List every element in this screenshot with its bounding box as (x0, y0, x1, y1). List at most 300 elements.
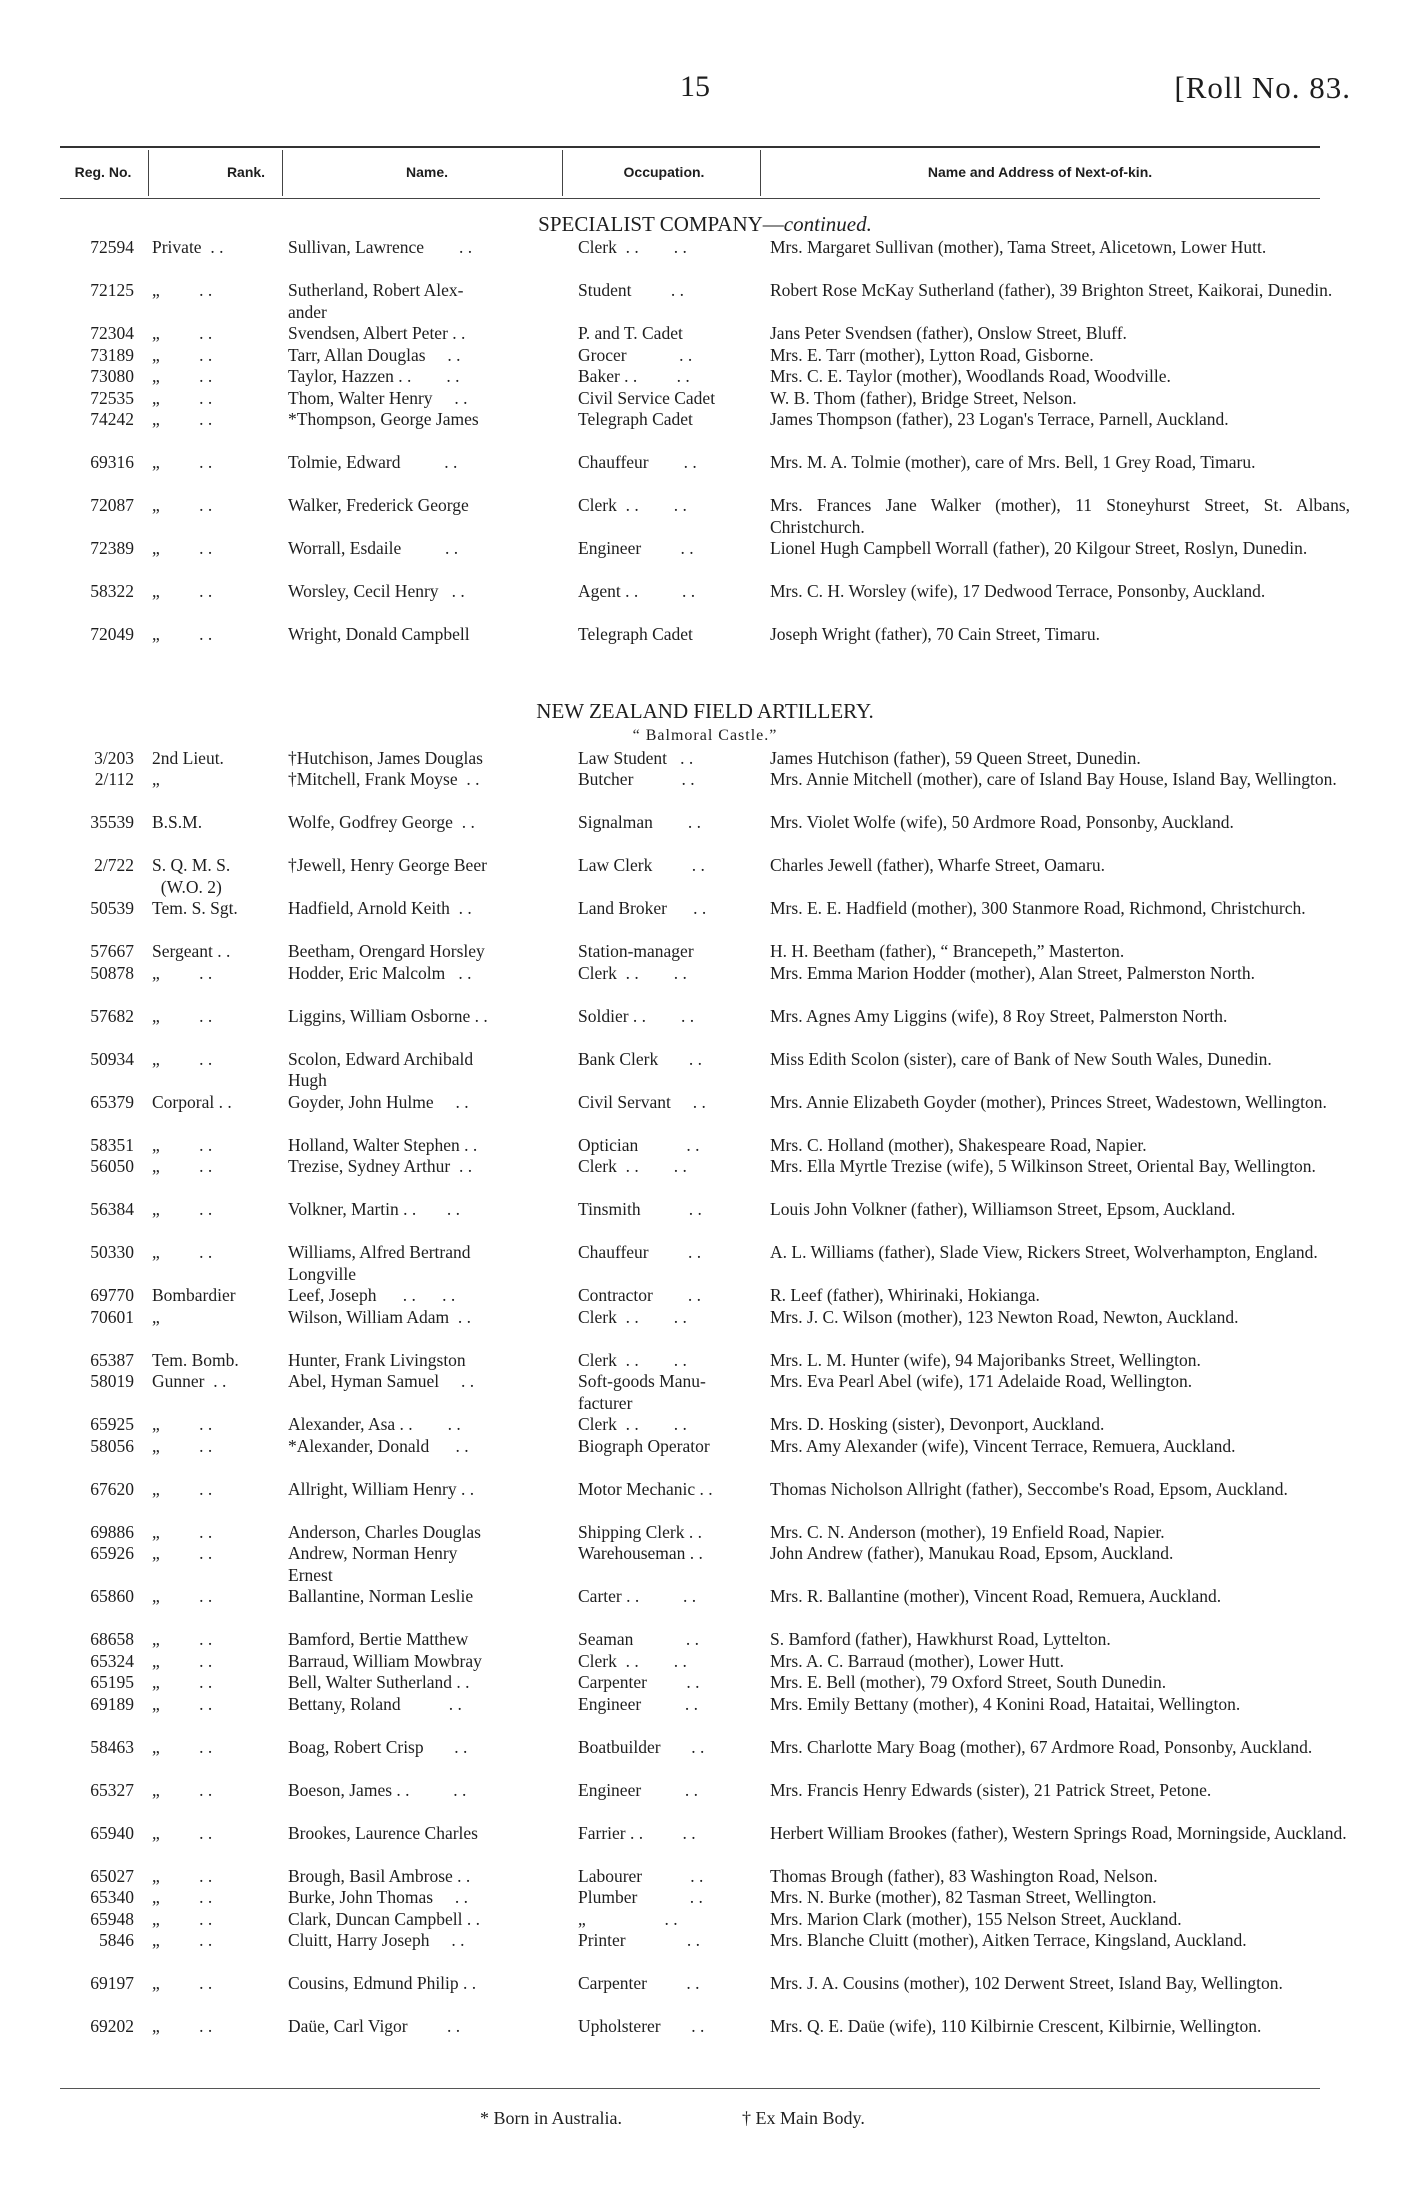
soldier-name: †Mitchell, Frank Moyse . . (288, 769, 480, 789)
rank: Private . . (152, 237, 224, 257)
roll-entry (60, 963, 1350, 1006)
reg-number: 74242 (90, 409, 134, 429)
soldier-name: Brough, Basil Ambrose . . (288, 1865, 471, 1886)
next-of-kin: S. Bamford (father), Hawkhurst Road, Lyttelton. (770, 1629, 1111, 1649)
roll-entry (60, 538, 1350, 581)
reg-number: 73080 (90, 366, 134, 386)
roll-entry (60, 898, 1350, 941)
soldier-name: Cousins, Edmund Philip . . (288, 1973, 477, 1993)
soldier-name: Williams, Alfred Bertrand Longville (288, 1242, 471, 1284)
next-of-kin: Lionel Hugh Campbell Worrall (father), 20 Kilgour Street, Roslyn, Dunedin. (770, 538, 1308, 558)
soldier-name: †Hutchison, James Douglas (288, 747, 483, 768)
reg-number: 56050 (90, 1156, 134, 1176)
roll-entry (60, 1930, 1350, 1973)
next-of-kin: Mrs. Emma Marion Hodder (mother), Alan Street, Palmerston North. (770, 962, 1256, 983)
occupation: Clerk . . . . (578, 1156, 687, 1176)
occupation: Carpenter . . (578, 1973, 700, 1993)
next-of-kin: Mrs. C. E. Taylor (mother), Woodlands Road, Woodville. (770, 366, 1171, 386)
next-of-kin: R. Leef (father), Whirinaki, Hokianga. (770, 1285, 1040, 1305)
rank: „ . . (152, 495, 213, 515)
roll-number: [Roll No. 83. (1174, 70, 1351, 105)
soldier-name: Leef, Joseph . . . . (288, 1285, 456, 1305)
rank: „ . . (152, 323, 213, 343)
reg-number: 72535 (90, 387, 134, 408)
rank: „ . . (152, 1048, 213, 1069)
soldier-name: *Alexander, Donald . . (288, 1435, 469, 1456)
rank: „ . . (152, 1736, 213, 1757)
soldier-name: Wolfe, Godfrey George . . (288, 812, 475, 832)
soldier-name: Volkner, Martin . . . . (288, 1199, 461, 1219)
roll-entry (60, 1371, 1350, 1414)
rank: „ . . (152, 1629, 213, 1649)
soldier-name: Wright, Donald Campbell (288, 624, 470, 644)
next-of-kin: Miss Edith Scolon (sister), care of Bank of New South Wales, Dunedin. (770, 1048, 1272, 1069)
rank: „ . . (152, 452, 213, 472)
occupation: Clerk . . . . (578, 962, 687, 983)
roll-entry (60, 1156, 1350, 1199)
reg-number: 58019 (90, 1371, 134, 1391)
next-of-kin: Mrs. Charlotte Mary Boag (mother), 67 Ardmore Road, Ponsonby, Auckland. (770, 1736, 1313, 1757)
soldier-name: Ballantine, Norman Leslie (288, 1586, 474, 1606)
page-header (0, 70, 1401, 120)
reg-number: 69316 (90, 452, 134, 472)
soldier-name: Cluitt, Harry Joseph . . (288, 1930, 465, 1950)
soldier-name: Wilson, William Adam . . (288, 1306, 471, 1327)
reg-number: 2/112 (94, 769, 134, 789)
soldier-name: Bamford, Bertie Matthew (288, 1629, 469, 1649)
rank: „ . . (152, 1478, 213, 1499)
col-occupation-header: Occupation. (623, 164, 705, 180)
soldier-name: Hadfield, Arnold Keith . . (288, 898, 472, 918)
col-divider (282, 150, 283, 196)
roll-entry (60, 1629, 1350, 1651)
soldier-name: Goyder, John Hulme . . (288, 1091, 469, 1112)
rank: „ . . (152, 1908, 213, 1929)
rank: „ . . (152, 344, 213, 365)
soldier-name: Andrew, Norman Henry Ernest (288, 1543, 458, 1585)
next-of-kin: Thomas Nicholson Allright (father), Seccombe's Road, Epsom, Auckland. (770, 1478, 1288, 1499)
soldier-name: Liggins, William Osborne . . (288, 1005, 488, 1026)
soldier-name: Tarr, Allan Douglas . . (288, 344, 461, 365)
rank: B.S.M. (152, 812, 203, 832)
rank: „ . . (152, 387, 213, 408)
roll-entry (60, 812, 1350, 855)
rank: „ . . (152, 1650, 213, 1671)
roll-entry (60, 1135, 1350, 1157)
occupation: Biograph Operator (578, 1435, 710, 1456)
footnote-australia: * Born in Australia. (480, 2108, 622, 2128)
reg-number: 65940 (90, 1822, 134, 1843)
reg-number: 69202 (90, 2016, 134, 2036)
occupation: Farrier . . . . (578, 1822, 696, 1843)
next-of-kin: Mrs. Annie Mitchell (mother), care of Island Bay House, Island Bay, Wellington. (770, 769, 1337, 789)
reg-number: 69189 (90, 1693, 134, 1714)
next-of-kin: Mrs. D. Hosking (sister), Devonport, Auckland. (770, 1414, 1105, 1434)
header-rule (60, 198, 1320, 199)
roll-entry (60, 1522, 1350, 1544)
occupation: Seaman . . (578, 1629, 700, 1649)
section-continued: continued. (783, 212, 872, 236)
reg-number: 65324 (90, 1650, 134, 1671)
next-of-kin: Mrs. C. Holland (mother), Shakespeare Road, Napier. (770, 1134, 1147, 1155)
occupation: Clerk . . . . (578, 495, 687, 515)
roll-entry (60, 388, 1350, 410)
roll-entry (60, 1199, 1350, 1242)
next-of-kin: Mrs. M. A. Tolmie (mother), care of Mrs. Bell, 1 Grey Road, Timaru. (770, 452, 1256, 472)
rank: Gunner . . (152, 1371, 227, 1391)
roll-entry (60, 1049, 1350, 1092)
occupation: Civil Service Cadet (578, 387, 716, 408)
reg-number: 65027 (90, 1865, 134, 1886)
soldier-name: Hunter, Frank Livingston (288, 1349, 466, 1370)
reg-number: 67620 (90, 1478, 134, 1499)
occupation: Student . . (578, 280, 684, 300)
roll-entry (60, 1436, 1350, 1479)
reg-number: 3/203 (94, 747, 134, 768)
roll-entry (60, 748, 1350, 770)
next-of-kin: Jans Peter Svendsen (father), Onslow Street, Bluff. (770, 323, 1127, 343)
reg-number: 65948 (90, 1908, 134, 1929)
rank: „ . . (152, 409, 213, 429)
roll-entry (60, 855, 1350, 898)
roll-entry (60, 1737, 1350, 1780)
column-header-row (60, 150, 1320, 196)
occupation: Civil Servant . . (578, 1091, 706, 1112)
rank: „ . . (152, 1156, 213, 1176)
occupation: Chauffeur . . (578, 452, 697, 472)
reg-number: 65340 (90, 1887, 134, 1907)
soldier-name: Svendsen, Albert Peter . . (288, 323, 466, 343)
roll-entry (60, 1909, 1350, 1931)
next-of-kin: Mrs. Margaret Sullivan (mother), Tama Street, Alicetown, Lower Hutt. (770, 237, 1267, 257)
rank: „ . . (152, 1586, 213, 1606)
roll-entry (60, 1780, 1350, 1823)
roll-entry (60, 1694, 1350, 1737)
next-of-kin: Mrs. E. E. Hadfield (mother), 300 Stanmore Road, Richmond, Christchurch. (770, 898, 1306, 918)
next-of-kin: W. B. Thom (father), Bridge Street, Nelson. (770, 387, 1077, 408)
soldier-name: Thom, Walter Henry . . (288, 387, 468, 408)
reg-number: 65860 (90, 1586, 134, 1606)
rank: Bombardier (152, 1285, 236, 1305)
rank: „ . . (152, 962, 213, 983)
col-divider (148, 150, 149, 196)
soldier-name: Scolon, Edward Archibald Hugh (288, 1048, 474, 1090)
reg-number: 50878 (90, 962, 134, 983)
roll-entry (60, 323, 1350, 345)
rank: „ (152, 769, 160, 789)
roll-entry (60, 1285, 1350, 1307)
occupation: Motor Mechanic . . (578, 1478, 713, 1499)
soldier-name: Trezise, Sydney Arthur . . (288, 1156, 473, 1176)
rank: „ . . (152, 2016, 213, 2036)
col-divider (562, 150, 563, 196)
next-of-kin: Mrs. E. Tarr (mother), Lytton Road, Gisborne. (770, 344, 1094, 365)
occupation: Engineer . . (578, 538, 694, 558)
rank: „ . . (152, 1435, 213, 1456)
occupation: P. and T. Cadet (578, 323, 683, 343)
rank: „ . . (152, 581, 213, 601)
roll-entry (60, 1586, 1350, 1629)
occupation: Bank Clerk . . (578, 1048, 702, 1069)
soldier-name: Worrall, Esdaile . . (288, 538, 459, 558)
reg-number: 73189 (90, 344, 134, 365)
soldier-name: Sullivan, Lawrence . . (288, 237, 473, 257)
next-of-kin: Joseph Wright (father), 70 Cain Street, Timaru. (770, 624, 1100, 644)
reg-number: 58056 (90, 1435, 134, 1456)
roll-entry (60, 1823, 1350, 1866)
rank: „ . . (152, 1930, 213, 1950)
occupation: Carter . . . . (578, 1586, 697, 1606)
col-reg-header: Reg. No. (74, 164, 132, 180)
roll-entry (60, 1651, 1350, 1673)
occupation: Clerk . . . . (578, 1349, 687, 1370)
occupation: Clerk . . . . (578, 237, 687, 257)
reg-number: 50330 (90, 1242, 134, 1262)
occupation: Clerk . . . . (578, 1414, 687, 1434)
soldier-name: Walker, Frederick George (288, 495, 469, 515)
next-of-kin: Mrs. Annie Elizabeth Goyder (mother), Princes Street, Wadestown, Wellington. (770, 1091, 1327, 1112)
occupation: Engineer . . (578, 1779, 699, 1800)
roll-entry (60, 1307, 1350, 1350)
rank: Sergeant . . (152, 941, 231, 961)
section-title-artillery: NEW ZEALAND FIELD ARTILLERY. (536, 698, 874, 723)
next-of-kin: Mrs. J. A. Cousins (mother), 102 Derwent Street, Island Bay, Wellington. (770, 1973, 1283, 1993)
artillery-rows (60, 748, 1350, 2060)
next-of-kin: Mrs. R. Ballantine (mother), Vincent Road, Remuera, Auckland. (770, 1586, 1222, 1606)
roll-entry (60, 345, 1350, 367)
occupation: Labourer . . (578, 1865, 704, 1886)
reg-number: 72389 (90, 538, 134, 558)
section-subtitle: “ Balmoral Castle.” (632, 726, 778, 744)
roll-entry (60, 1672, 1350, 1694)
reg-number: 70601 (90, 1306, 134, 1327)
rank: „ (152, 1306, 160, 1327)
next-of-kin: John Andrew (father), Manukau Road, Epsom, Auckland. (770, 1543, 1174, 1563)
soldier-name: Allright, William Henry . . (288, 1478, 475, 1499)
rank: „ . . (152, 1134, 213, 1155)
rank: „ . . (152, 1521, 213, 1542)
next-of-kin: James Thompson (father), 23 Logan's Terrace, Parnell, Auckland. (770, 409, 1229, 429)
occupation: Grocer . . (578, 344, 693, 365)
occupation: Land Broker . . (578, 898, 707, 918)
roll-entry (60, 1092, 1350, 1135)
occupation: Upholsterer . . (578, 2016, 705, 2036)
next-of-kin: Mrs. E. Bell (mother), 79 Oxford Street, South Dunedin. (770, 1672, 1167, 1692)
soldier-name: Taylor, Hazzen . . . . (288, 366, 460, 386)
roll-entry (60, 769, 1350, 812)
soldier-name: Abel, Hyman Samuel . . (288, 1371, 475, 1391)
top-rule (60, 146, 1320, 148)
next-of-kin: Mrs. Agnes Amy Liggins (wife), 8 Roy Street, Palmerston North. (770, 1005, 1228, 1026)
roll-entry (60, 581, 1350, 624)
next-of-kin: Louis John Volkner (father), Williamson Street, Epsom, Auckland. (770, 1199, 1236, 1219)
soldier-name: Beetham, Orengard Horsley (288, 941, 485, 961)
occupation: Warehouseman . . (578, 1543, 703, 1563)
occupation: Shipping Clerk . . (578, 1521, 702, 1542)
roll-entry (60, 1543, 1350, 1586)
reg-number: 56384 (90, 1199, 134, 1219)
rank: 2nd Lieut. (152, 747, 224, 768)
next-of-kin: Mrs. Eva Pearl Abel (wife), 171 Adelaide Road, Wellington. (770, 1371, 1193, 1391)
reg-number: 69886 (90, 1521, 134, 1542)
occupation: Baker . . . . (578, 366, 690, 386)
rank: „ . . (152, 1005, 213, 1026)
next-of-kin: Mrs. Amy Alexander (wife), Vincent Terrace, Remuera, Auckland. (770, 1435, 1236, 1456)
reg-number: 72304 (90, 323, 134, 343)
rank: Tem. Bomb. (152, 1349, 239, 1370)
reg-number: 2/722 (94, 855, 134, 875)
next-of-kin: Mrs. C. N. Anderson (mother), 19 Enfield Road, Napier. (770, 1521, 1165, 1542)
reg-number: 65926 (90, 1543, 134, 1563)
rank: „ . . (152, 366, 213, 386)
next-of-kin: Mrs. Ella Myrtle Trezise (wife), 5 Wilkinson Street, Oriental Bay, Wellington. (770, 1156, 1316, 1176)
soldier-name: †Jewell, Henry George Beer (288, 855, 487, 875)
rank: „ . . (152, 1865, 213, 1886)
rank: „ . . (152, 538, 213, 558)
occupation: Boatbuilder . . (578, 1736, 705, 1757)
rank: „ . . (152, 1779, 213, 1800)
roll-body (60, 207, 1350, 2059)
soldier-name: Boag, Robert Crisp . . (288, 1736, 468, 1757)
soldier-name: Daüe, Carl Vigor . . (288, 2016, 461, 2036)
occupation: Clerk . . . . (578, 1306, 687, 1327)
reg-number: 69770 (90, 1285, 134, 1305)
footnote-main-body: † Ex Main Body. (742, 2108, 865, 2128)
reg-number: 69197 (90, 1973, 134, 1993)
col-divider (760, 150, 761, 196)
soldier-name: Sutherland, Robert Alex- ander (288, 280, 464, 322)
next-of-kin: Mrs. N. Burke (mother), 82 Tasman Street, Wellington. (770, 1887, 1157, 1907)
rank: „ . . (152, 1414, 213, 1434)
rank: „ . . (152, 1973, 213, 1993)
soldier-name: Worsley, Cecil Henry . . (288, 581, 465, 601)
roll-entry (60, 1973, 1350, 2016)
soldier-name: Hodder, Eric Malcolm . . (288, 962, 472, 983)
rank: „ . . (152, 280, 213, 300)
next-of-kin: Thomas Brough (father), 83 Washington Road, Nelson. (770, 1865, 1158, 1886)
reg-number: 57682 (90, 1005, 134, 1026)
occupation: Optician . . (578, 1134, 700, 1155)
roll-entry (60, 1006, 1350, 1049)
reg-number: 5846 (99, 1930, 134, 1950)
next-of-kin: Mrs. L. M. Hunter (wife), 94 Majoribanks Street, Wellington. (770, 1349, 1201, 1370)
roll-entry (60, 495, 1350, 538)
roll-entry (60, 409, 1350, 452)
col-name-header: Name. (405, 164, 449, 180)
next-of-kin: H. H. Beetham (father), “ Brancepeth,” Masterton. (770, 941, 1125, 961)
rank: „ . . (152, 1242, 213, 1262)
rank: „ . . (152, 624, 213, 644)
soldier-name: Tolmie, Edward . . (288, 452, 458, 472)
roll-entry (60, 452, 1350, 495)
specialist-rows (60, 237, 1350, 646)
section-gap (60, 646, 1350, 694)
section-title-specialist (60, 211, 1350, 237)
reg-number: 65379 (90, 1091, 134, 1112)
roll-entry (60, 1350, 1350, 1372)
soldier-name: Alexander, Asa . . . . (288, 1414, 461, 1434)
reg-number: 58351 (90, 1134, 134, 1155)
next-of-kin: Mrs. Frances Jane Walker (mother), 11 Stoneyhurst Street, St. Albans, Christchurch. (770, 495, 1350, 537)
reg-number: 35539 (90, 812, 134, 832)
next-of-kin: Mrs. Q. E. Daüe (wife), 110 Kilbirnie Crescent, Kilbirnie, Wellington. (770, 2016, 1262, 2036)
roll-entry (60, 1866, 1350, 1888)
soldier-name: Bettany, Roland . . (288, 1693, 462, 1714)
reg-number: 65387 (90, 1349, 134, 1370)
roll-entry (60, 1887, 1350, 1909)
rank: Corporal . . (152, 1091, 232, 1112)
col-kin-header: Name and Address of Next-of-kin. (927, 164, 1153, 180)
soldier-name: Holland, Walter Stephen . . (288, 1134, 478, 1155)
occupation: Telegraph Cadet (578, 624, 693, 644)
next-of-kin: Mrs. Blanche Cluitt (mother), Aitken Terrace, Kingsland, Auckland. (770, 1930, 1247, 1950)
occupation: Signalman . . (578, 812, 701, 832)
occupation: Printer . . (578, 1930, 701, 1950)
roll-entry (60, 1242, 1350, 1285)
footer-rule (60, 2088, 1320, 2089)
next-of-kin: Mrs. Emily Bettany (mother), 4 Konini Road, Hataitai, Wellington. (770, 1693, 1241, 1714)
roll-entry (60, 1414, 1350, 1436)
occupation: Tinsmith . . (578, 1199, 702, 1219)
reg-number: 50539 (90, 898, 134, 918)
rank: „ . . (152, 1199, 213, 1219)
reg-number: 65327 (90, 1779, 134, 1800)
next-of-kin: Mrs. Marion Clark (mother), 155 Nelson Street, Auckland. (770, 1908, 1182, 1929)
next-of-kin: A. L. Williams (father), Slade View, Rickers Street, Wolverhampton, England. (770, 1242, 1318, 1262)
soldier-name: Clark, Duncan Campbell . . (288, 1908, 480, 1929)
soldier-name: Burke, John Thomas . . (288, 1887, 469, 1907)
page-number: 15 (680, 70, 710, 103)
soldier-name: Barraud, William Mowbray (288, 1650, 482, 1671)
occupation: Law Clerk . . (578, 855, 705, 875)
occupation: Butcher . . (578, 769, 695, 789)
next-of-kin: Herbert William Brookes (father), Western Springs Road, Morningside, Auckland. (770, 1822, 1347, 1843)
reg-number: 50934 (90, 1048, 134, 1069)
next-of-kin: Robert Rose McKay Sutherland (father), 39 Brighton Street, Kaikorai, Dunedin. (770, 280, 1333, 300)
occupation: Clerk . . . . (578, 1650, 687, 1671)
rank: „ . . (152, 1693, 213, 1714)
reg-number: 72125 (90, 280, 134, 300)
roll-entry (60, 1479, 1350, 1522)
roll-entry (60, 280, 1350, 323)
rank: „ . . (152, 1543, 213, 1563)
next-of-kin: Mrs. Francis Henry Edwards (sister), 21 Patrick Street, Petone. (770, 1779, 1212, 1800)
occupation: Plumber . . (578, 1887, 703, 1907)
rank: Tem. S. Sgt. (152, 898, 238, 918)
roll-entry (60, 624, 1350, 646)
soldier-name: *Thompson, George James (288, 409, 479, 429)
soldier-name: Bell, Walter Sutherland . . (288, 1672, 470, 1692)
occupation: „ . . (578, 1908, 678, 1929)
occupation: Soft-goods Manu- facturer (578, 1371, 706, 1413)
roll-entry (60, 941, 1350, 963)
reg-number: 72087 (90, 495, 134, 515)
soldier-name: Boeson, James . . . . (288, 1779, 467, 1800)
next-of-kin: Mrs. C. H. Worsley (wife), 17 Dedwood Terrace, Ponsonby, Auckland. (770, 581, 1266, 601)
col-rank-header: Rank. (226, 164, 266, 180)
occupation: Agent . . . . (578, 581, 696, 601)
occupation: Soldier . . . . (578, 1005, 695, 1026)
rank: „ . . (152, 1822, 213, 1843)
occupation: Law Student . . (578, 747, 694, 768)
reg-number: 68658 (90, 1629, 134, 1649)
reg-number: 58463 (90, 1736, 134, 1757)
occupation: Station-manager (578, 941, 694, 961)
next-of-kin: Mrs. Violet Wolfe (wife), 50 Ardmore Road, Ponsonby, Auckland. (770, 812, 1234, 832)
reg-number: 65925 (90, 1414, 134, 1434)
occupation: Contractor . . (578, 1285, 701, 1305)
reg-number: 58322 (90, 581, 134, 601)
